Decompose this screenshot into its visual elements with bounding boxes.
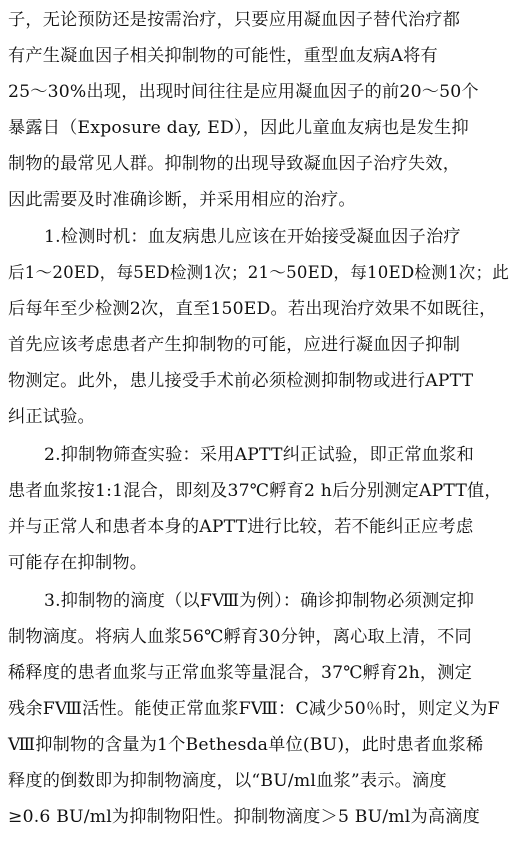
text-line-21: Ⅷ抑制物的含量为1个Bethesda单位(BU)，此时患者血浆稀 xyxy=(8,735,484,755)
text-line-11: 物测定。此外，患儿接受手术前必须检测抑制物或进行APTT xyxy=(8,371,474,391)
paragraph-1-start: 1.检测时机：血友病患儿应该在开始接受凝血因子治疗 xyxy=(44,227,461,247)
text-line-15: 并与正常人和患者本身的APTT进行比较，若不能纠正应考虑 xyxy=(8,517,474,537)
text-line-2: 有产生凝血因子相关抑制物的可能性，重型血友病A将有 xyxy=(8,46,438,66)
text-line-10: 首先应该考虑患者产生抑制物的可能，应进行凝血因子抑制 xyxy=(8,335,461,355)
text-line-14: 患者血浆按1:1混合，即刻及37℃孵育2 h后分别测定APTT值， xyxy=(8,481,502,501)
text-line-1: 子，无论预防还是按需治疗，只要应用凝血因子替代治疗都 xyxy=(8,10,461,30)
text-line-12: 纠正试验。 xyxy=(8,407,95,427)
paragraph-3-start: 3.抑制物的滴度（以FⅧ为例）：确诊抑制物必须测定抑 xyxy=(44,591,475,611)
text-line-20: 残余FⅧ活性。能使正常血浆FⅧ：C减少50％时，则定义为F xyxy=(8,699,500,719)
text-line-18: 制物滴度。将病人血浆56℃孵育30分钟，离心取上清，不同 xyxy=(8,627,472,647)
text-line-3: 25～30%出现，出现时间往往是应用凝血因子的前20～50个 xyxy=(8,82,479,102)
text-line-6: 因此需要及时准确诊断，并采用相应的治疗。 xyxy=(8,190,356,210)
text-line-9: 后每年至少检测2次，直至150ED。若出现治疗效果不如既往， xyxy=(8,299,497,319)
text-line-8: 后1～20ED，每5ED检测1次；21～50ED，每10ED检测1次；此 xyxy=(8,263,510,282)
text-line-23: ≥0.6 BU/ml为抑制物阳性。抑制物滴度＞5 BU/ml为高滴度 xyxy=(8,807,480,827)
text-line-19: 稀释度的患者血浆与正常血浆等量混合，37℃孵育2h，测定 xyxy=(8,663,473,683)
text-line-22: 释度的倒数即为抑制物滴度，以“BU/ml血浆”表示。滴度 xyxy=(8,771,447,791)
text-line-5: 制物的最常见人群。抑制物的出现导致凝血因子治疗失效， xyxy=(8,154,461,174)
text-line-4: 暴露日（Exposure day, ED），因此儿童血友病也是发生抑 xyxy=(8,118,469,138)
text-line-16: 可能存在抑制物。 xyxy=(8,553,148,573)
paragraph-2-start: 2.抑制物筛查实验：采用APTT纠正试验，即正常血浆和 xyxy=(44,445,474,465)
